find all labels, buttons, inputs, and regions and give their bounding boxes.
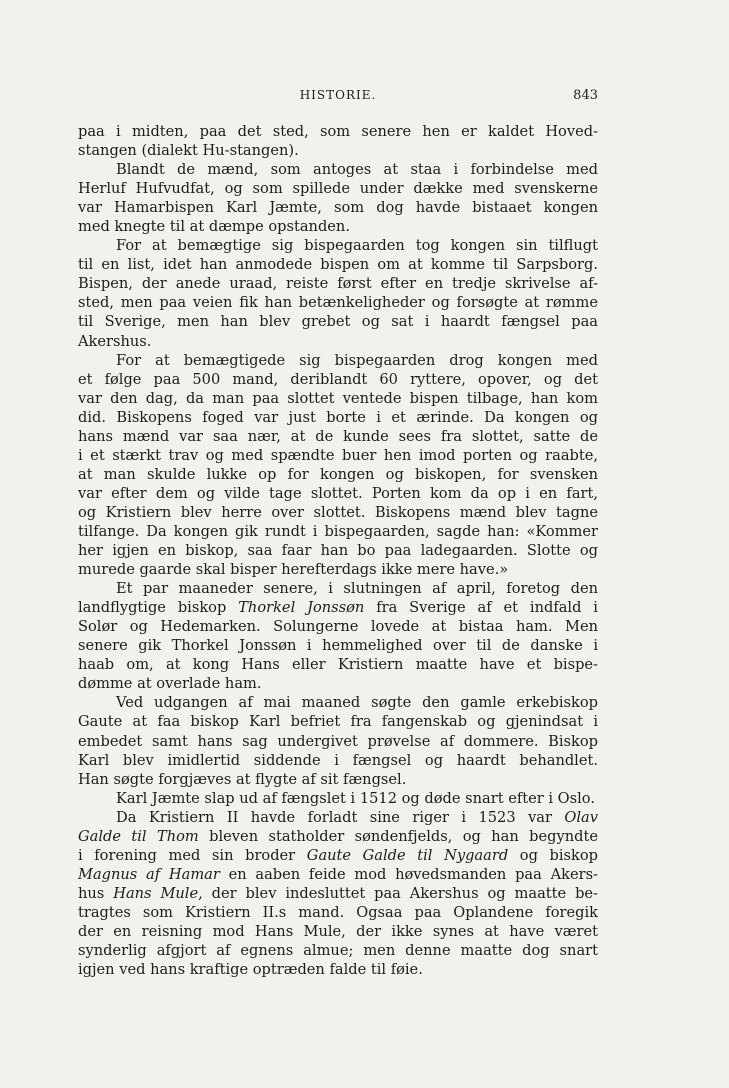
- text-line: Herluf Hufvudfat, og som spillede under dække med svenskerne: [78, 180, 598, 198]
- text-line: murede gaarde skal bisper herefterdags ikke mere have.»: [78, 561, 509, 579]
- text-line: senere gik Thorkel Jonssøn i hemmelighed over til de danske i: [78, 637, 598, 655]
- text-line: hus Hans Mule, der blev indesluttet paa Akershus og maatte be-: [78, 884, 598, 902]
- text-line: stangen (dialekt Hu-stangen).: [78, 142, 299, 160]
- paragraph: [78, 351, 598, 580]
- page-number: 843: [573, 88, 598, 103]
- italic-name: Magnus af Hamar: [78, 865, 220, 883]
- paragraph: [78, 236, 598, 350]
- running-head-title: HISTORIE.: [299, 88, 377, 102]
- text-line: For at bemægtige sig bispegaarden tog kongen sin tilflugt: [116, 237, 598, 255]
- text-line: med knegte til at dæmpe opstanden.: [78, 218, 350, 236]
- text-line: Galde til Thom bleven statholder søndenfjelds, og han begyndte: [78, 827, 598, 845]
- text-line: Karl Jæmte slap ud af fængslet i 1512 og døde snart efter i Oslo.: [116, 789, 595, 807]
- text-line: For at bemægtigede sig bispegaarden drog kongen med: [116, 351, 598, 369]
- text-line: Gaute at faa biskop Karl befriet fra fangenskab og gjenindsat i: [78, 713, 598, 731]
- paragraph: [78, 789, 598, 808]
- italic-name: Galde til Thom: [78, 827, 199, 845]
- text-line: paa i midten, paa det sted, som senere hen er kaldet Hoved-: [78, 123, 598, 140]
- text-line: igjen ved hans kraftige optræden falde til føie.: [78, 961, 423, 979]
- text-line: Ved udgangen af mai maaned søgte den gamle erkebiskop: [116, 694, 598, 712]
- text-line: Han søgte forgjæves at flygte af sit fængsel.: [78, 770, 407, 788]
- italic-name: Hans Mule: [113, 884, 199, 902]
- text-line: at man skulde lukke op for kongen og biskopen, for svensken: [78, 465, 598, 483]
- text-line: i forening med sin broder Gaute Galde til Nygaard og biskop: [78, 846, 598, 864]
- paragraph: [78, 160, 598, 236]
- text-line: dømme at overlade ham.: [78, 675, 262, 693]
- text-line: i et stærkt trav og med spændte buer hen imod porten og raabte,: [78, 446, 598, 464]
- paragraph: [78, 693, 598, 788]
- paragraph: [78, 122, 598, 160]
- text-line: did. Biskopens foged var just borte i et ærinde. Da kongen og: [78, 408, 598, 426]
- text-line: var den dag, da man paa slottet ventede bispen tilbage, han kom: [78, 389, 598, 407]
- text-line: og Kristiern blev herre over slottet. Biskopens mænd blev tagne: [78, 503, 598, 521]
- text-line: et følge paa 500 mand, deriblandt 60 ryttere, opover, og det: [78, 370, 598, 388]
- running-head: [78, 88, 598, 108]
- text-line: Bispen, der anede uraad, reiste først efter en tredje skrivelse af-: [78, 275, 598, 293]
- text-line: var Hamarbispen Karl Jæmte, som dog havde bistaaet kongen: [78, 199, 598, 217]
- text-line: sted, men paa veien fik han betænkeligheder og forsøgte at rømme: [78, 294, 598, 312]
- text-line: til Sverige, men han blev grebet og sat i haardt fængsel paa: [78, 313, 598, 331]
- text-line: Et par maaneder senere, i slutningen af april, foretog den: [116, 580, 598, 598]
- text-line: til en list, idet han anmodede bispen om at komme til Sarpsborg.: [78, 256, 598, 274]
- text-line: Karl blev imidlertid siddende i fængsel og haardt behandlet.: [78, 751, 598, 769]
- text-line: tragtes som Kristiern II.s mand. Ogsaa paa Oplandene foregik: [78, 903, 598, 921]
- text-line: hans mænd var saa nær, at de kunde sees fra slottet, satte de: [78, 427, 598, 445]
- paragraph: [78, 579, 598, 693]
- text-line: Magnus af Hamar en aaben feide mod høvedsmanden paa Akers-: [78, 865, 598, 883]
- italic-name: Olav: [564, 808, 598, 826]
- text-line: Blandt de mænd, som antoges at staa i forbindelse med: [116, 161, 598, 179]
- italic-name: Thorkel Jonssøn: [238, 599, 365, 617]
- text-line: der en reisning mod Hans Mule, der ikke synes at have været: [78, 922, 598, 940]
- text-line: var efter dem og vilde tage slottet. Porten kom da op i en fart,: [78, 484, 598, 502]
- italic-name: Gaute Galde til Nygaard: [306, 846, 509, 864]
- text-line: Da Kristiern II havde forladt sine riger i 1523 var Olav: [116, 808, 598, 826]
- text-line: haab om, at kong Hans eller Kristiern maatte have et bispe-: [78, 656, 598, 674]
- text-line: Akershus.: [78, 332, 152, 350]
- text-line: synderlig afgjort af egnens almue; men denne maatte dog snart: [78, 942, 598, 960]
- text-line: tilfange. Da kongen gik rundt i bispegaarden, sagde han: «Kommer: [78, 522, 598, 540]
- text-line: Solør og Hedemarken. Solungerne lovede at bistaa ham. Men: [78, 618, 598, 636]
- text-line: landflygtige biskop Thorkel Jonssøn fra Sverige af et indfald i: [78, 599, 598, 617]
- text-line: her igjen en biskop, saa faar han bo paa ladegaarden. Slotte og: [78, 542, 598, 560]
- text-line: embedet samt hans sag undergivet prøvelse af dommere. Biskop: [78, 732, 598, 750]
- body-text: [78, 122, 598, 979]
- paragraph: [78, 808, 598, 979]
